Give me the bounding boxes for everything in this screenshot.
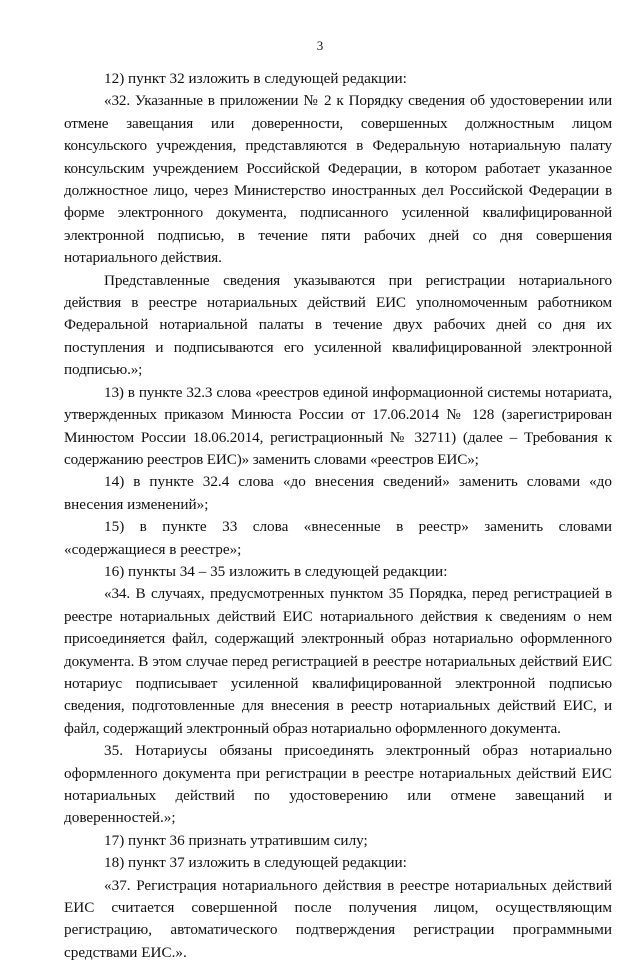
paragraph-item-12: 12) пункт 32 изложить в следующей редакции: [104,70,407,87]
paragraph-item-18: 18) пункт 37 изложить в следующей редакции: [104,854,407,872]
paragraph-clause-35: 35. Нотариусы обязаны присоединять электронный образ нотариально оформленного документа при регистрации в реестре нотариальных действий ЕИС нотариальных действий по удостоверению или отмене завещаний и доверенностей.»; [64,742,612,827]
paragraph-item-16: 16) пункты 34 – 35 изложить в следующей редакции: [104,562,448,580]
paragraph-clause-34: «34. В случаях, предусмотренных пунктом 35 Порядка, перед регистрацией в реестре нотариальных действий ЕИС нотариального действия к сведениям о нем присоединяется файл, содержащий электронный образ нотариально оформленного документа. В этом случае перед регистрацией в реестре нотариальных действий ЕИС нотариус подписывает усиленной квалифицированной электронной подписью сведения, подготовленные для внесения в реестр нотариальных действий ЕИС, и файл, содержащий электронный образ нотариально оформленного документа. [64,585,612,737]
paragraph-item-15: 15) в пункте 33 слова «внесенные в реестр» заменить словами «содержащиеся в реестре»; [64,518,612,558]
paragraph-item-13: 13) в пункте 32.3 слова «реестров единой информационной системы нотариата, утвержденных приказом Минюста России от 17.06.2014 № 128 (зарегистрирован Минюстом России 18.06.2014, регистрационный № 32711) (далее – Требования к содержанию реестров ЕИС)» заменить словами «реестров ЕИС»; [64,383,612,468]
paragraph-item-14: 14) в пункте 32.4 слова «до внесения сведений» заменить словами «до внесения изменений»; [64,473,612,513]
paragraph-clause-32: «32. Указанные в приложении № 2 к Порядку сведения об удостоверении или отмене завещания или доверенности, совершенных должностным лицом консульского учреждения, представляются в Федеральную нотариальную палату консульским учреждением Российской Федерации, в котором работает указанное должностное лицо, через Министерство иностранных дел Российской Федерации в форме электронного документа, подписанного усиленной квалифицированной электронной подписью, в течение пяти рабочих дней со дня совершения нотариального действия. [64,92,612,267]
page-number: 3 [316,38,324,53]
document-body [64,68,612,964]
paragraph-clause-32-continued: Представленные сведения указываются при регистрации нотариального действия в реестре нотариальных действий ЕИС уполномоченным работником Федеральной нотариальной палаты в течение двух рабочих дней со дня их поступления и подписываются его усиленной квалифицированной электронной подписью.»; [64,271,612,379]
paragraph-clause-37: «37. Регистрация нотариального действия в реестре нотариальных действий ЕИС считается совершенной после получения лицом, осуществляющим регистрацию, автоматического подтверждения регистрации программными средствами ЕИС.». [64,876,612,961]
paragraph-item-17: 17) пункт 36 признать утратившим силу; [104,831,368,849]
